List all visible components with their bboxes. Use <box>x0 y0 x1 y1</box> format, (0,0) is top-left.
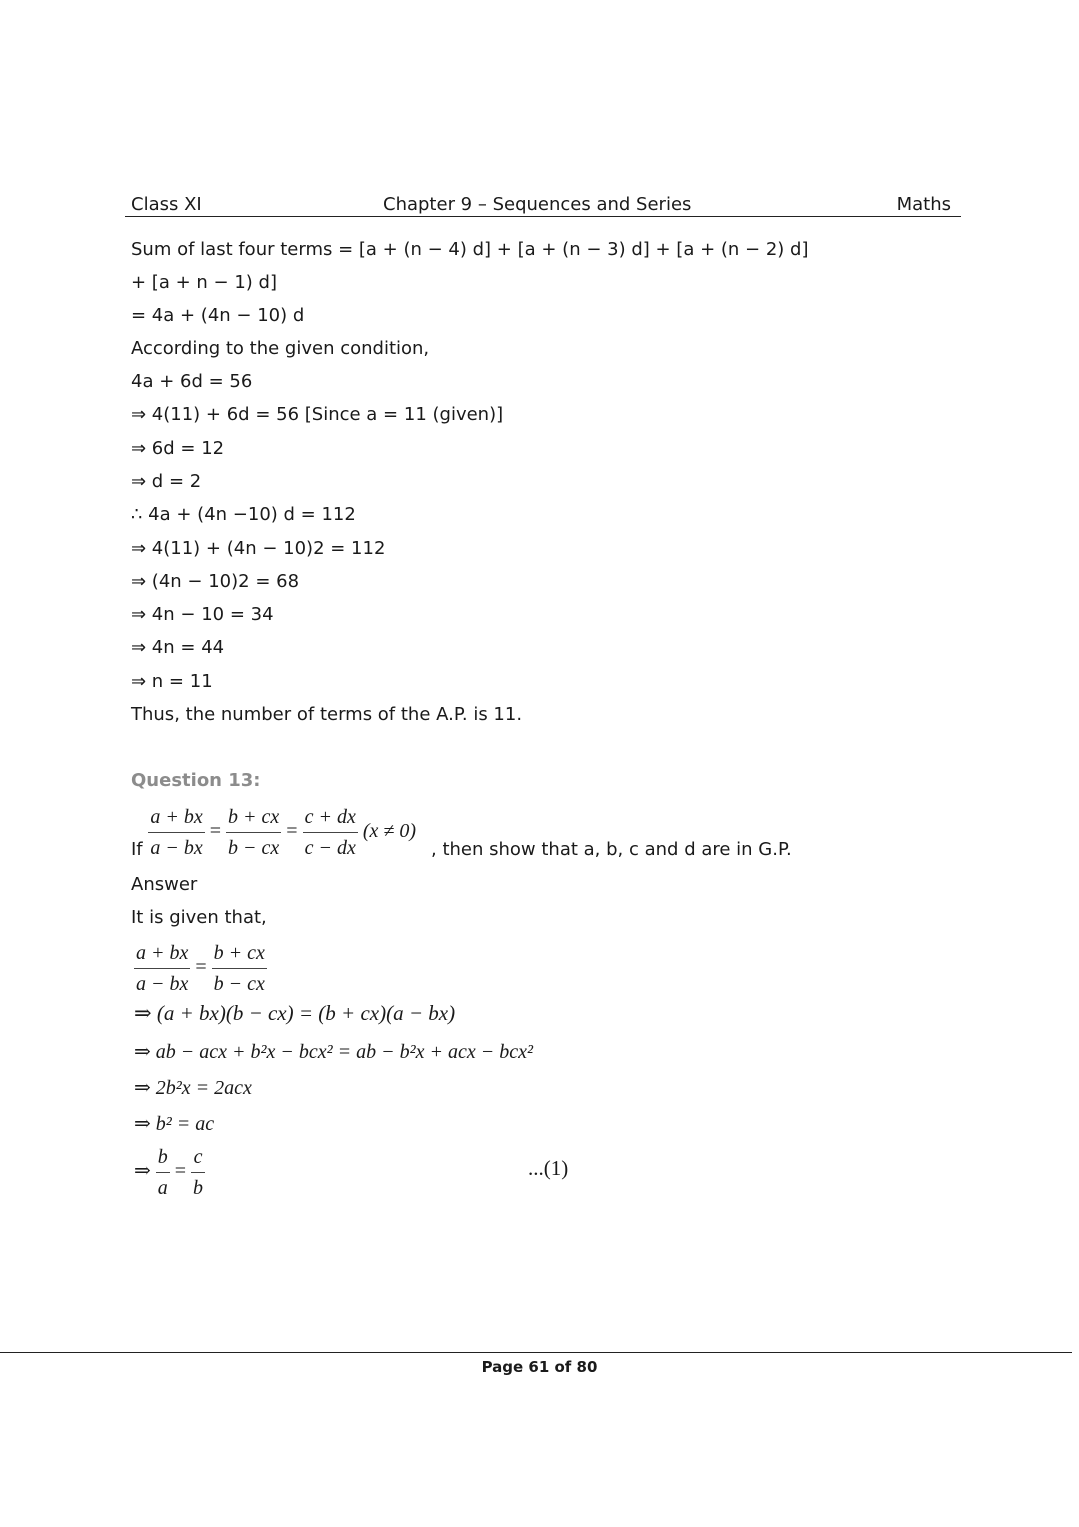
equation-tag: ...(1) <box>528 1156 569 1180</box>
text-line: ⇒ 4(11) + 6d = 56 [Since a = 11 (given)] <box>131 404 504 425</box>
text-line: According to the given condition, <box>131 338 430 359</box>
question-title: Question 13: <box>131 770 261 791</box>
condition: (x ≠ 0) <box>362 820 417 843</box>
text-line: ⇒ 4n − 10 = 34 <box>131 604 274 625</box>
equation-step-4: ⇒ 2b²x = 2acx <box>134 1077 252 1099</box>
text-line: + [a + n − 1) d] <box>131 272 277 293</box>
header-chapter: Chapter 9 – Sequences and Series <box>383 194 692 215</box>
footer-divider <box>0 1352 1072 1353</box>
equation-step-3: ⇒ ab − acx + b²x − bcx² = ab − b²x + acx − bcx² <box>134 1041 533 1063</box>
page-header <box>125 192 961 217</box>
equation-step-2: ⇒ (a + bx)(b − cx) = (b + cx)(a − bx) <box>134 1001 456 1025</box>
equation-step-6: ⇒ $\frac{b}{a}$ = $\frac{c}{b}$ <box>134 1142 205 1203</box>
answer-intro: It is given that, <box>131 907 267 928</box>
text-line: ⇒ 4(11) + (4n − 10)2 = 112 <box>131 538 386 559</box>
fraction-3: $\frac{c + dx}{c - dx}$ <box>303 802 358 863</box>
question-suffix: , then show that a, b, c and d are in G.P. <box>431 839 792 861</box>
text-line: ⇒ 6d = 12 <box>131 438 225 459</box>
text-line: 4a + 6d = 56 <box>131 371 253 392</box>
answer-label: Answer <box>131 874 198 895</box>
header-class: Class XI <box>131 194 202 215</box>
equation-given: $\frac{a + bx}{a - bx}$ = $\frac{b + cx}{b - cx}$ <box>134 938 267 999</box>
page-number: Page 61 of 80 <box>481 1358 598 1376</box>
text-line: ⇒ n = 11 <box>131 671 213 692</box>
fraction-1: $\frac{a + bx}{a - bx}$ <box>148 802 204 863</box>
conclusion-line: Thus, the number of terms of the A.P. is 11. <box>131 704 523 725</box>
text-line: Sum of last four terms = [a + (n − 4) d] + [a + (n − 3) d] + [a + (n − 2) d] <box>131 239 809 260</box>
text-line: = 4a + (4n − 10) d <box>131 305 305 326</box>
text-line: ⇒ 4n = 44 <box>131 637 225 658</box>
fraction-2: $\frac{b + cx}{b - cx}$ <box>226 802 281 863</box>
text-line: ⇒ (4n − 10)2 = 68 <box>131 571 300 592</box>
equation-step-5: ⇒ b² = ac <box>134 1113 215 1135</box>
question-prefix: If <box>131 839 143 861</box>
question-statement: If $\frac{a + bx}{a - bx}$ = $\frac{b + cx}{b - cx}$ = $\frac{c + dx}{c - dx}$ (x ≠ 0) , then show that a, b, c and d are in G.P. <box>131 802 792 863</box>
text-line: ⇒ d = 2 <box>131 471 202 492</box>
header-subject: Maths <box>896 194 951 215</box>
text-line: ∴ 4a + (4n −10) d = 112 <box>131 504 356 525</box>
